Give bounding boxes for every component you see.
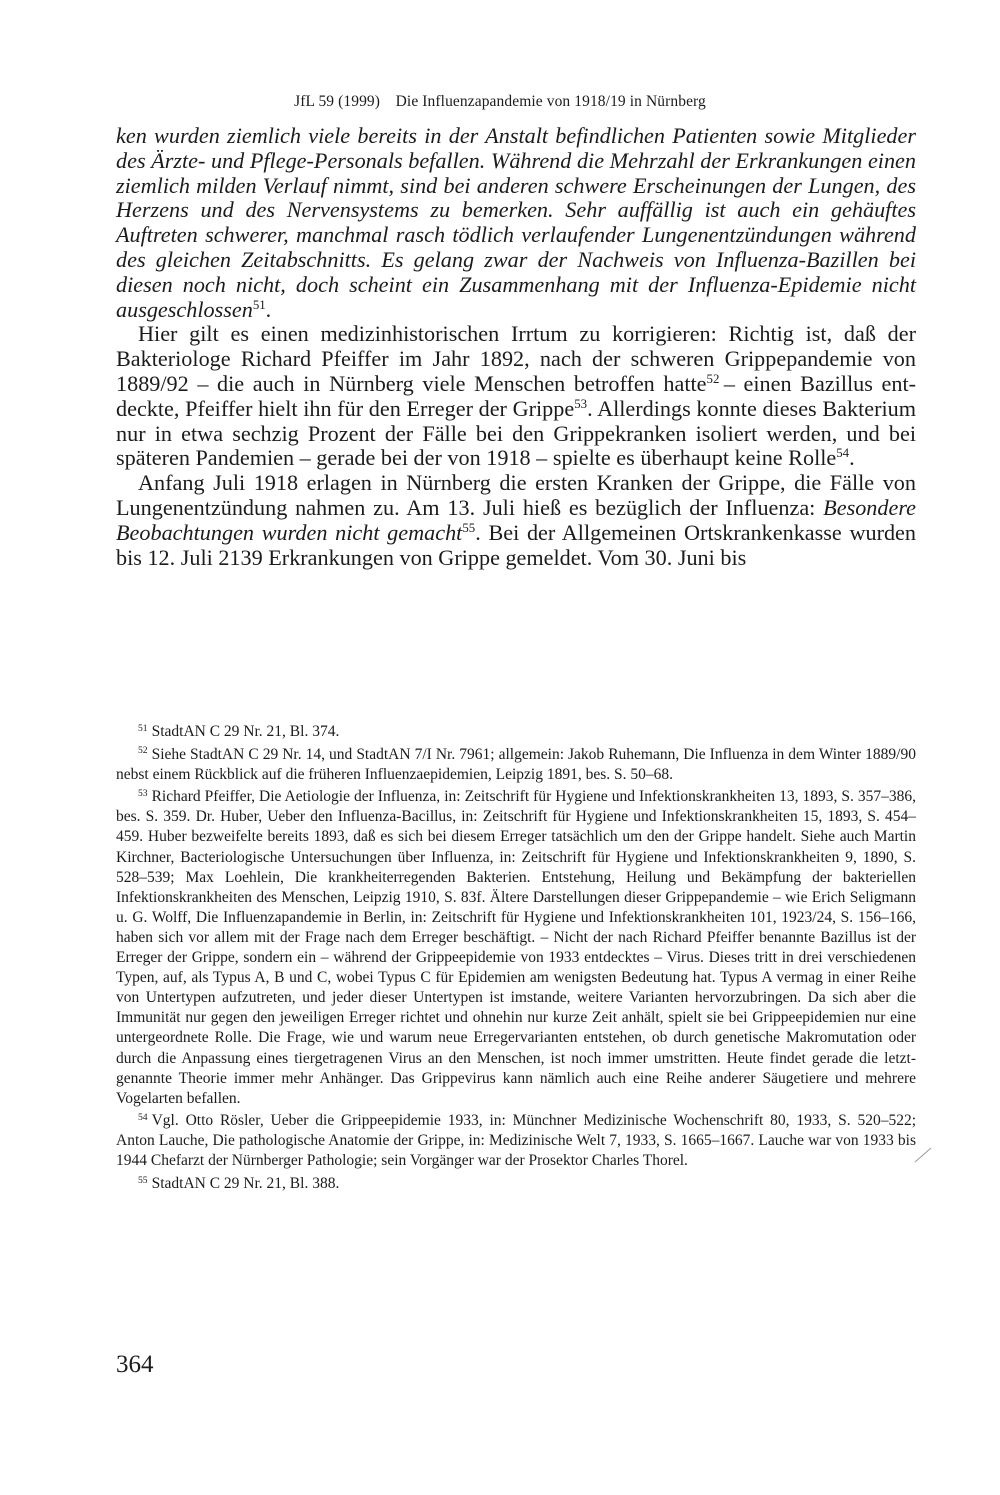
quote-end: .: [265, 296, 272, 322]
running-head: JfL 59 (1999) Die Influenzapandemie von 1918/19 in Nürnberg: [294, 93, 706, 110]
footnote-number: 55: [138, 1174, 148, 1186]
page-number: 364: [116, 1351, 154, 1378]
scan-stray-mark-icon: [912, 1144, 934, 1166]
footnotes: [116, 722, 916, 1197]
footnote-ref-53[interactable]: 53: [574, 396, 588, 411]
paragraph-juli-1918: [116, 471, 916, 570]
footnote-52: [116, 745, 916, 785]
footnote-ref-54[interactable]: 54: [836, 446, 850, 461]
para2-text-2: – einen Bazillus entdeckte, Pfeiffer hielt ihn für den Erreger der Grippe: [116, 370, 916, 421]
para2-end: .: [849, 445, 855, 471]
para3-text-2: . Bei der Allgemeinen Ortskrankenkasse wurden bis 12. Juli 2139 Erkrankungen von Grippe gemeldet. Vom 30. Juni bis: [116, 519, 916, 570]
para3-italic-quote: Besondere Beobachtungen wurden nicht gemacht: [116, 494, 916, 545]
footnote-text: Vgl. Otto Rösler, Ueber die Grippeepidemie 1933, in: Münchner Medizinische Wochenschrift 80, 1933, S. 520–522; Anton Lauche, Die pathologische Anatomie der Grippe, in: Medizinische Welt 7, 1933, S. 1665–1667. Lauche war von 1933 bis 1944 Chefarzt der Nürnberger Pathologie; sein Vorgänger war der Prosektor Charles Thorel.: [116, 1112, 916, 1170]
footnote-text: StadtAN C 29 Nr. 21, Bl. 388.: [151, 1175, 340, 1193]
paragraph-pfeiffer: [116, 322, 916, 471]
footnote-number: 53: [138, 788, 148, 799]
footnote-number: 54: [138, 1112, 148, 1123]
para2-text-1: Hier gilt es einen medizinhistorischen Irrtum zu korrigieren: Richtig ist, daß der Bakteriologe Richard Pfeiffer im Jahr 1892, nach der schweren Grippepandemie von 1889/92 – die auch in Nürnberg viele Menschen betroffen hatte: [116, 321, 916, 396]
footnote-53: [116, 787, 916, 1109]
quote-text: ken wurden ziemlich viele bereits in der Anstalt befindlichen Patienten sowie Mitglieder des Ärzte- und Pflege-Personals befallen. Während die Mehrzahl der Erkrankungen einen ziemlich milden Verlauf nimmt, sind bei anderen schwere Erscheinungen der Lungen, des Herzens und des Nervensystems zu bemerken. Sehr auffällig ist auch ein gehäuftes Auftreten schwerer, manchmal rasch tödlich verlaufender Lungenentzündungen während des gleichen Zeitabschnitts. Es gelang zwar der Nachweis von Influenza-Bazillen bei diesen noch nicht, doch scheint ein Zusammenhang mit der Influenza-Epidemie nicht ausgeschlossen: [116, 123, 916, 322]
footnote-text: StadtAN C 29 Nr. 21, Bl. 374.: [151, 723, 340, 740]
footnote-text: Richard Pfeiffer, Die Aetiologie der Influenza, in: Zeitschrift für Hygiene und Infektionskrankheiten 13, 1893, S. 357–386, bes. S. 359. Dr. Huber, Ueber den Influenza-Bacillus, in: Zeitschrift für Hygiene und Infektionskrankheiten 15, 1893, S. 454–459. Huber bezweifelte bereits 1893, daß es sich bei diesem Erreger tatsächlich um den der Grippe handelt. Siehe auch Martin Kirchner, Bacteriologische Untersuchungen über Influenza, in: Zeitschrift für Hygiene und Infektionskrankheiten 9, 1890, S. 528–539; Max Loehlein, Die krankheiterregenden Bakterien. Entstehung, Heilung und Bekämpfung der bakteriellen Infektionskrankheiten des Menschen, Leipzig 1910, S. 83f. Ältere Darstellungen dieser Grippepandemie – wie Erich Seligmann u. G. Wolff, Die Influenzapandemie in Berlin, in: Zeitschrift für Hygiene und Infektionskrankheiten 101, 1923/24, S. 156–166, haben sich vor allem mit der Frage nach dem Erreger beschäftigt. – Nicht der nach Richard Pfeiffer benannte Bazillus ist der Erreger der Grippe, sondern ein – während der Grippeepidemie von 1933 entdecktes – Virus. Dieses tritt in drei verschiedenen Typen, auf, als Typus A, B und C, wobei Typus C für Epidemien am wenigsten Bedeutung hat. Typus A vermag in einer Reihe von Untertypen aufzutreten, und jeder dieser Untertypen ist imstande, weitere Varianten hervorzubringen. Da sich aber die Immunität nur gegen den jeweiligen Erreger richtet und ohnehin nur kurze Zeit anhält, spielt sie bei Grippeepidemien nur eine untergeordnete Rolle. Die Frage, wie und warum neue Erregervarianten entstehen, ob durch genetische Makromutation oder durch die Anpassung eines tiergetragenen Virus an den Menschen, ist noch immer umstritten. Heute findet gerade die letztgenannte Theorie immer mehr Anhänger. Das Grippevirus kann nämlich auch eine Reihe anderer Säugetiere und mehrere Vogelarten befallen.: [116, 788, 916, 1107]
footnote-51: [116, 722, 916, 742]
footnote-55: [116, 1174, 916, 1194]
main-text: [116, 124, 916, 570]
footnote-text: Siehe StadtAN C 29 Nr. 14, und StadtAN 7/I Nr. 7961; allgemein: Jakob Ruhemann, Die Influenza in dem Winter 1889/90 nebst einem Rückblick auf die früheren Influenzaepidemien, Leipzig 1891, bes. S. 50–68.: [116, 745, 916, 783]
quoted-passage: [116, 124, 916, 322]
footnote-ref-55[interactable]: 55: [462, 520, 476, 535]
footnote-ref-52[interactable]: 52: [706, 372, 720, 386]
footnote-number: 51: [138, 722, 148, 734]
para2-text-3: . Allerdings konnte dieses Bakterium nur in etwa sechzig Prozent der Fälle bei den Grippekranken isoliert werden, und bei späteren Pandemien – gerade bei der von 1918 – spielte es überhaupt keine Rolle: [116, 395, 916, 471]
para3-text-1: Anfang Juli 1918 erlagen in Nürnberg die ersten Kranken der Grippe, die Fälle von Lungenentzündung nahmen zu. Am 13. Juli hieß es bezüglich der Influenza:: [116, 470, 916, 520]
footnote-ref-51[interactable]: 51: [252, 297, 266, 312]
footnote-number: 52: [138, 745, 148, 757]
footnote-54: [116, 1111, 916, 1171]
